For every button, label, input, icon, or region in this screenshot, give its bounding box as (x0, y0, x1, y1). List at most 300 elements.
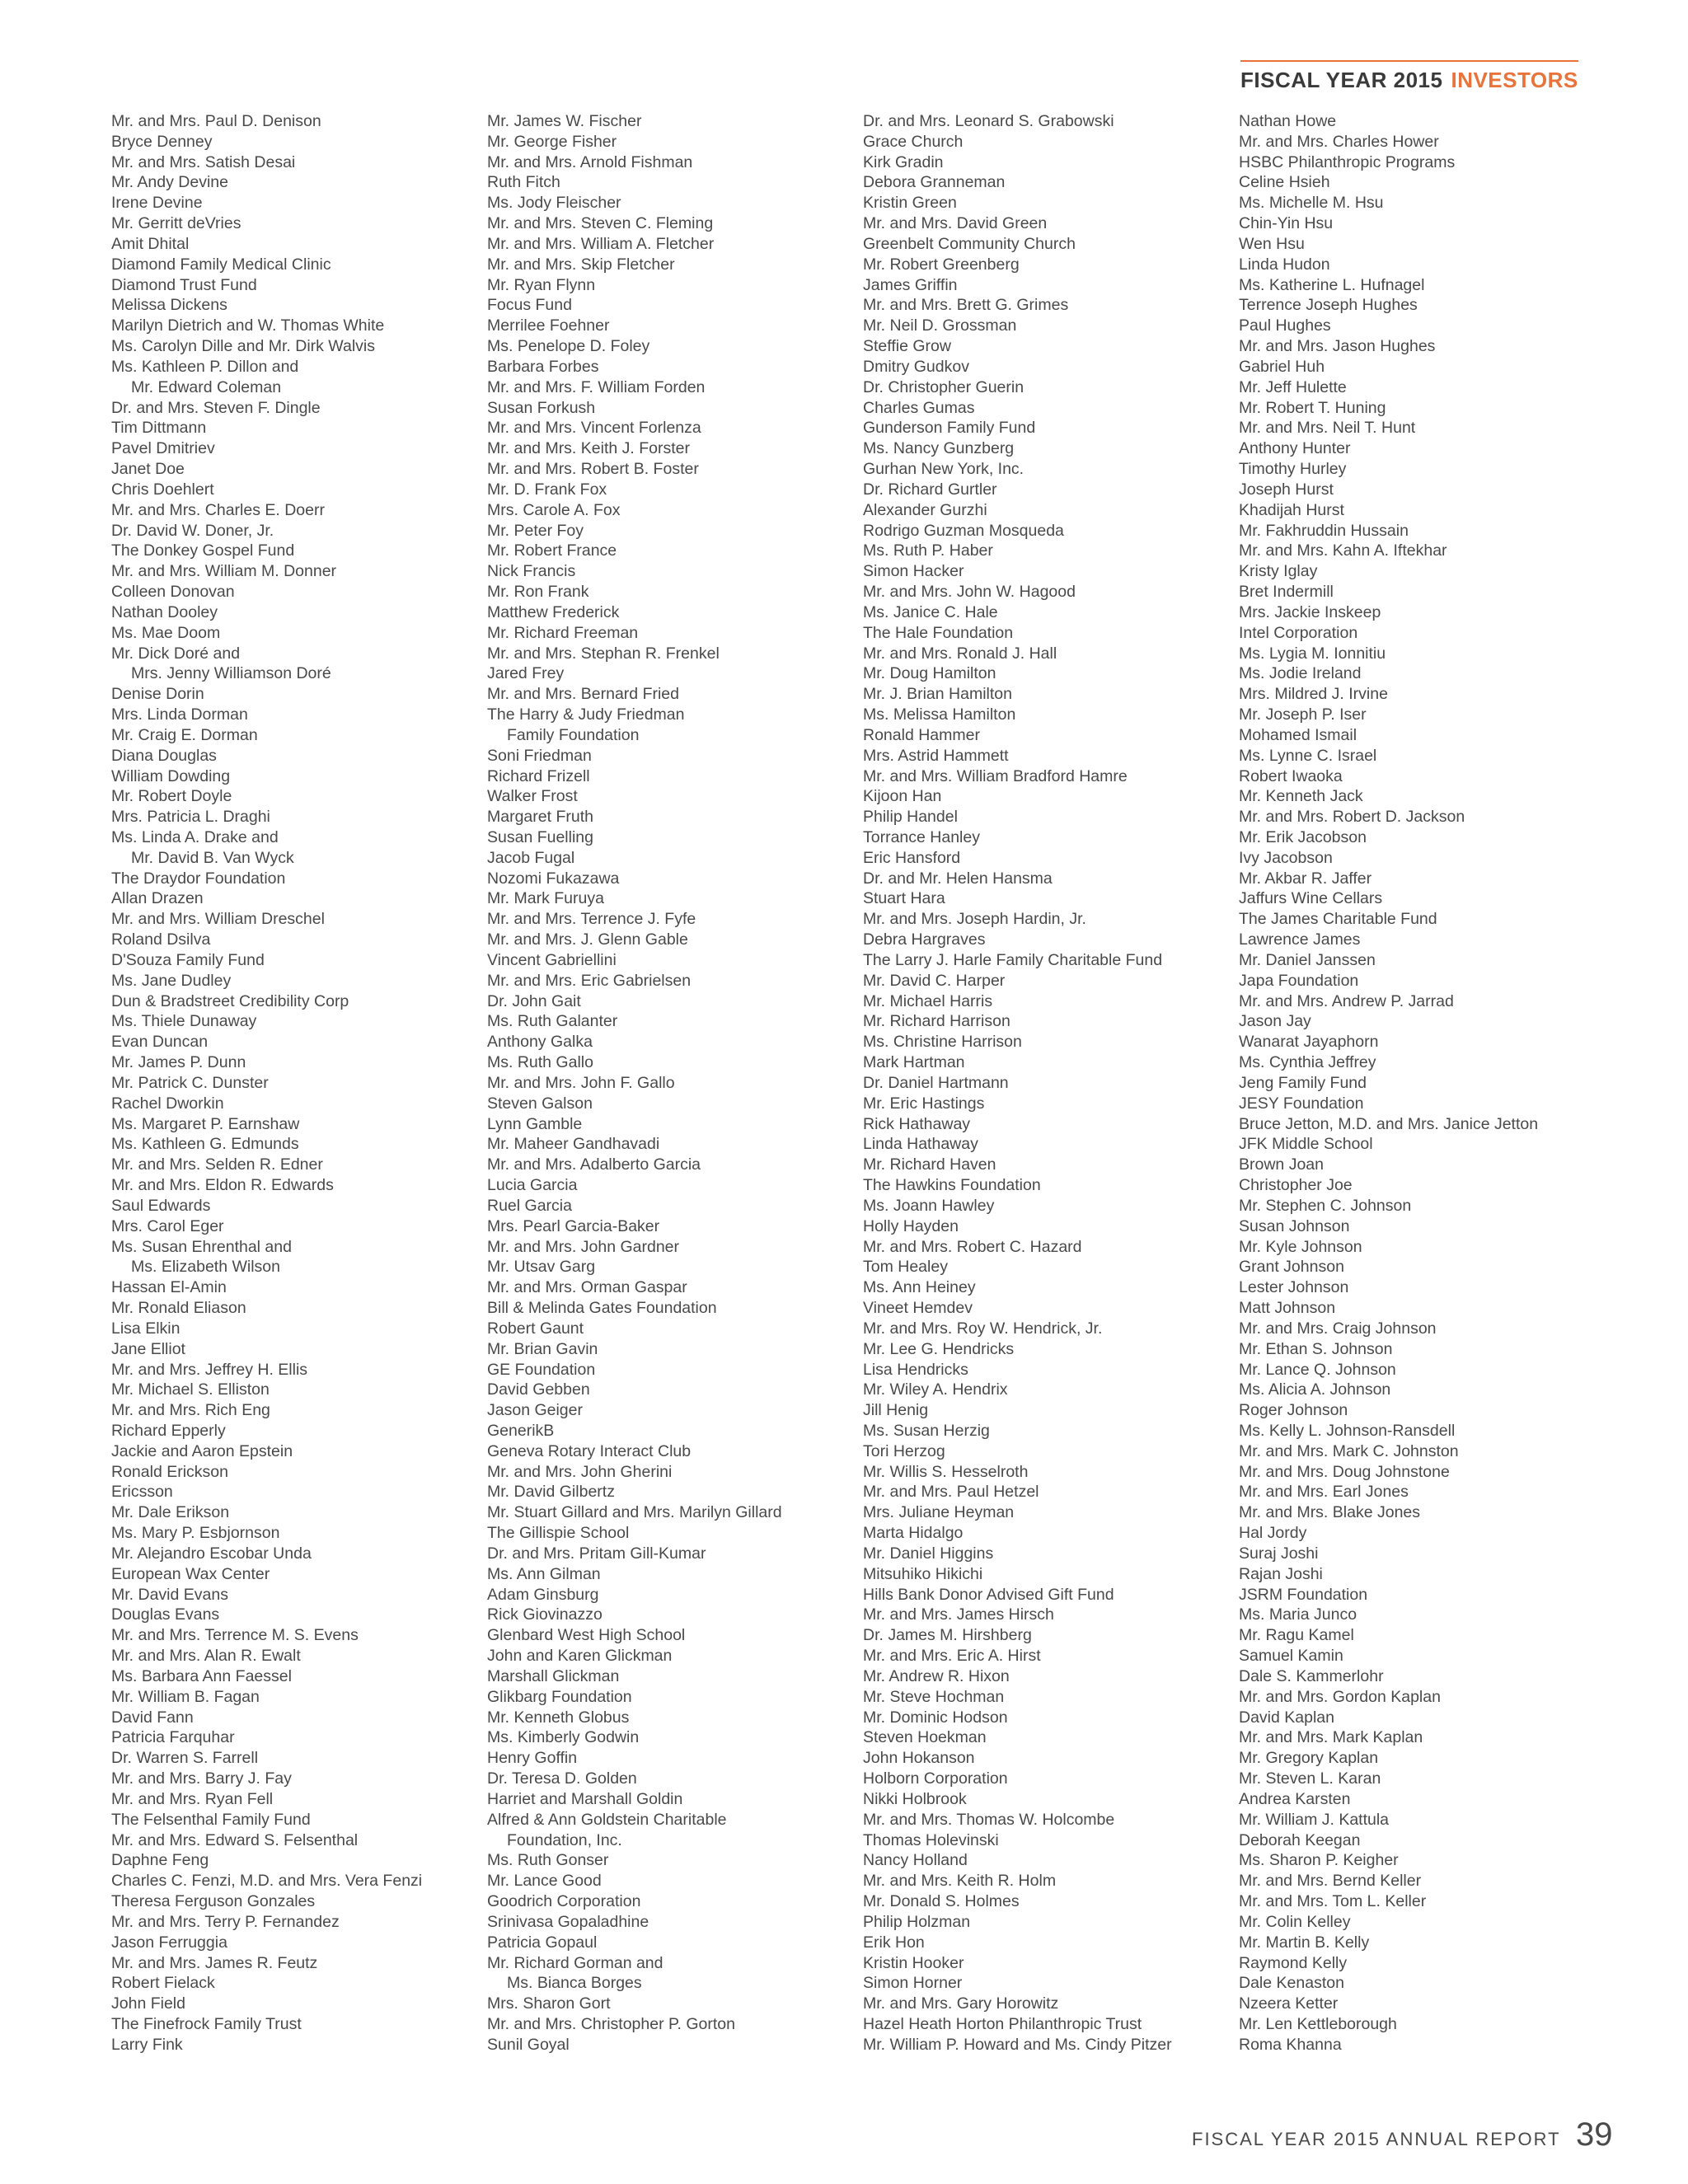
investor-name: Mr. Robert Greenberg (863, 255, 1020, 274)
investor-name: Joseph Hurst (1239, 480, 1334, 499)
investor-name: Mr. and Mrs. Keith J. Forster (487, 439, 690, 458)
investor-name: Ms. Ann Heiney (863, 1278, 976, 1297)
investor-name: Mr. and Mrs. John W. Hagood (863, 583, 1076, 602)
investor-name: Mr. Wiley A. Hendrix (863, 1380, 1008, 1399)
header-title-fiscal-year: FISCAL YEAR 2015 (1240, 68, 1443, 92)
investor-name: Mr. and Mrs. Tom L. Keller (1239, 1892, 1427, 1911)
investor-name: Mr. Brian Gavin (487, 1339, 598, 1358)
investor-name: Mr. Stuart Gillard and Mrs. Marilyn Gillard (487, 1503, 782, 1522)
investor-name: Mr. Lee G. Hendricks (863, 1339, 1015, 1358)
investor-name: Hassan El-Amin (111, 1278, 227, 1297)
investor-name: Mrs. Jenny Williamson Doré (131, 664, 331, 683)
investor-name: Mr. and Mrs. Ronald J. Hall (863, 644, 1057, 663)
investor-name: Philip Holzman (863, 1912, 971, 1931)
investor-name: Ms. Ruth Gallo (487, 1053, 593, 1072)
investor-name: Rachel Dworkin (111, 1094, 224, 1113)
investor-name: Nancy Holland (863, 1851, 968, 1870)
investor-name: Mr. and Mrs. Paul Hetzel (863, 1483, 1039, 1502)
investor-name: Mr. and Mrs. Kahn A. Iftekhar (1239, 541, 1447, 560)
investor-name: Steffie Grow (863, 337, 951, 356)
investor-name: Mr. Daniel Janssen (1239, 950, 1376, 969)
investor-name: William Dowding (111, 766, 231, 785)
investor-name: GenerikB (487, 1422, 555, 1440)
investor-name: Mr. David Evans (111, 1585, 228, 1604)
investor-name: Ms. Sharon P. Keigher (1239, 1851, 1399, 1870)
investor-name: Amit Dhital (111, 234, 190, 253)
investor-name: Mr. and Mrs. James R. Feutz (111, 1953, 318, 1972)
investor-name: The James Charitable Fund (1239, 910, 1437, 929)
investor-name: Paul Hughes (1239, 316, 1331, 335)
investor-name: Mrs. Carol Eger (111, 1216, 224, 1235)
investor-name: Lisa Hendricks (863, 1360, 968, 1379)
investor-name: Ms. Ruth Galanter (487, 1012, 618, 1031)
investor-name: Mr. and Mrs. Steven C. Fleming (487, 214, 714, 233)
investor-column-3 (863, 111, 1172, 2055)
investor-name: Dr. and Mrs. Steven F. Dingle (111, 398, 321, 417)
investor-name: Mr. Andy Devine (111, 173, 228, 192)
investor-name: Mr. Alejandro Escobar Unda (111, 1544, 312, 1563)
investor-name: Mr. David C. Harper (863, 971, 1006, 990)
header-title-investors: INVESTORS (1451, 68, 1578, 92)
investor-name: Mr. D. Frank Fox (487, 480, 607, 499)
investor-name: Mr. and Mrs. Thomas W. Holcombe (863, 1810, 1115, 1829)
investor-name: Mr. William B. Fagan (111, 1687, 260, 1706)
investor-name: Mr. and Mrs. Brett G. Grimes (863, 296, 1069, 315)
investor-name: Mr. and Mrs. Robert D. Jackson (1239, 808, 1465, 827)
investor-name: Samuel Kamin (1239, 1647, 1343, 1666)
investor-name: Ericsson (111, 1483, 173, 1502)
investor-name: Richard Frizell (487, 766, 590, 785)
investor-name: Mr. James W. Fischer (487, 112, 642, 130)
investor-name: Ms. Kathleen P. Dillon and (111, 357, 299, 376)
investor-name: Mr. Steven L. Karan (1239, 1769, 1381, 1788)
footer-report-title: FISCAL YEAR 2015 ANNUAL REPORT (1192, 2129, 1561, 2149)
investor-name: Saul Edwards (111, 1196, 211, 1215)
investor-name: Mr. and Mrs. Alan R. Ewalt (111, 1647, 301, 1666)
investor-name: Mr. Martin B. Kelly (1239, 1933, 1370, 1952)
investor-name: Christopher Joe (1239, 1176, 1353, 1195)
investor-name: Bret Indermill (1239, 583, 1334, 602)
investor-name: Ms. Ruth Gonser (487, 1851, 609, 1870)
investor-name: Mr. and Mrs. Rich Eng (111, 1401, 270, 1420)
investor-name: Ruth Fitch (487, 173, 560, 192)
investor-name: Susan Forkush (487, 398, 596, 417)
investor-name: Khadijah Hurst (1239, 500, 1344, 519)
investor-name: Mr. and Mrs. F. William Forden (487, 377, 706, 396)
investor-name: Mr. and Mrs. Andrew P. Jarrad (1239, 991, 1454, 1010)
investor-name: Kristin Green (863, 194, 957, 213)
investor-name: Mr. and Mrs. Selden R. Edner (111, 1155, 323, 1174)
investor-name: Mrs. Astrid Hammett (863, 746, 1009, 765)
investor-name: Mr. J. Brian Hamilton (863, 685, 1012, 704)
investor-name: Bruce Jetton, M.D. and Mrs. Janice Jetton (1239, 1114, 1539, 1133)
investor-name: Jason Geiger (487, 1401, 583, 1420)
investor-name: Simon Hacker (863, 562, 964, 581)
investor-name: Mr. Akbar R. Jaffer (1239, 869, 1372, 888)
investor-name: Mr. and Mrs. Terrence J. Fyfe (487, 910, 696, 929)
investor-name: Marshall Glickman (487, 1666, 620, 1685)
investor-name: Jacob Fugal (487, 848, 575, 867)
investor-column-2 (487, 111, 782, 2055)
investor-name: JFK Middle School (1239, 1135, 1373, 1154)
investor-name: Mr. and Mrs. Satish Desai (111, 152, 296, 171)
investor-name: Ms. Susan Ehrenthal and (111, 1237, 292, 1256)
investor-name: Glikbarg Foundation (487, 1687, 632, 1706)
investor-name: Kijoon Han (863, 787, 942, 806)
investor-name: Mr. and Mrs. Roy W. Hendrick, Jr. (863, 1319, 1103, 1338)
investor-name: Roger Johnson (1239, 1401, 1348, 1420)
investor-name: Glenbard West High School (487, 1626, 686, 1645)
investor-name: Ms. Alicia A. Johnson (1239, 1380, 1391, 1399)
investor-name: Mr. Andrew R. Hixon (863, 1666, 1010, 1685)
investor-name: Ronald Erickson (111, 1462, 228, 1481)
investor-name: Dale Kenaston (1239, 1974, 1344, 1993)
investor-name: Ms. Ruth P. Haber (863, 541, 993, 560)
investor-name: Mr. Eric Hastings (863, 1094, 985, 1113)
page-number: 39 (1576, 2116, 1613, 2153)
investor-name: Sunil Goyal (487, 2035, 570, 2054)
investor-name: The Finefrock Family Trust (111, 2015, 302, 2034)
investor-name: Irene Devine (111, 194, 203, 213)
investor-name: Nathan Dooley (111, 602, 218, 621)
investor-name: Foundation, Inc. (507, 1830, 622, 1849)
investor-name: Dr. and Mrs. Leonard S. Grabowski (863, 112, 1114, 130)
investor-name: Holly Hayden (863, 1216, 959, 1235)
investor-name: Gurhan New York, Inc. (863, 460, 1025, 479)
investor-name: Mr. and Mrs. Skip Fletcher (487, 255, 675, 274)
investor-name: Mr. and Mrs. Joseph Hardin, Jr. (863, 910, 1086, 929)
investor-name: Mr. Kenneth Jack (1239, 787, 1363, 806)
investor-name: The Hale Foundation (863, 623, 1014, 642)
investor-name: Alfred & Ann Goldstein Charitable (487, 1810, 727, 1829)
investor-name: Dr. David W. Doner, Jr. (111, 521, 274, 540)
investor-name: Ms. Barbara Ann Faessel (111, 1666, 292, 1685)
investor-name: Mr. Doug Hamilton (863, 664, 996, 683)
investor-name: Ms. Cynthia Jeffrey (1239, 1053, 1376, 1072)
header-rule (1240, 60, 1578, 62)
investor-name: Bryce Denney (111, 132, 213, 151)
investor-name: Ms. Jane Dudley (111, 971, 232, 990)
investor-name: Mr. Edward Coleman (131, 377, 282, 396)
investor-name: The Draydor Foundation (111, 869, 286, 888)
investor-name: Robert Iwaoka (1239, 766, 1343, 785)
investor-name: Mitsuhiko Hikichi (863, 1564, 983, 1583)
investor-name: Patricia Farquhar (111, 1728, 235, 1747)
investor-name: Mr. Gregory Kaplan (1239, 1749, 1379, 1768)
investor-name: Grant Johnson (1239, 1258, 1344, 1277)
investor-name: Hazel Heath Horton Philanthropic Trust (863, 2015, 1142, 2034)
investor-name: Ms. Kimberly Godwin (487, 1728, 640, 1747)
investor-name: Greenbelt Community Church (863, 234, 1076, 253)
investor-name: Ms. Nancy Gunzberg (863, 439, 1015, 458)
investor-name: Jill Henig (863, 1401, 929, 1420)
investor-name: Mr. and Mrs. Jeffrey H. Ellis (111, 1360, 308, 1379)
investor-name: Debora Granneman (863, 173, 1006, 192)
investor-name: Mr. Gerritt deVries (111, 214, 241, 233)
investor-name: Ms. Susan Herzig (863, 1422, 990, 1440)
investor-name: Thomas Holevinski (863, 1830, 999, 1849)
investor-name: Dr. Daniel Hartmann (863, 1073, 1009, 1092)
investor-name: David Fann (111, 1708, 194, 1727)
investor-name: Mr. Colin Kelley (1239, 1912, 1351, 1931)
investor-name: Mrs. Mildred J. Irvine (1239, 685, 1388, 704)
investor-name: Ronald Hammer (863, 725, 980, 744)
investor-name: The Harry & Judy Friedman (487, 705, 685, 724)
investor-name: Jason Ferruggia (111, 1933, 227, 1952)
investor-name: Mr. and Mrs. Bernd Keller (1239, 1872, 1422, 1891)
investor-name: Ms. Bianca Borges (507, 1974, 642, 1993)
investor-name: Mr. Ron Frank (487, 583, 589, 602)
investor-name: Bill & Melinda Gates Foundation (487, 1299, 717, 1318)
investor-name: Mr. Erik Jacobson (1239, 827, 1367, 846)
investor-name: Mr. and Mrs. John F. Gallo (487, 1073, 675, 1092)
investor-name: HSBC Philanthropic Programs (1239, 152, 1456, 171)
investor-name: Adam Ginsburg (487, 1585, 599, 1604)
investor-name: Mr. and Mrs. William M. Donner (111, 562, 337, 581)
investor-name: Theresa Ferguson Gonzales (111, 1892, 316, 1911)
page-header (1240, 68, 1578, 93)
investor-name: Mr. Patrick C. Dunster (111, 1073, 269, 1092)
investor-name: Rick Giovinazzo (487, 1605, 603, 1624)
investor-name: Mr. Lance Q. Johnson (1239, 1360, 1396, 1379)
investor-name: Marta Hidalgo (863, 1524, 964, 1543)
investor-name: Mr. and Mrs. Stephan R. Frenkel (487, 644, 720, 663)
investor-name: Alexander Gurzhi (863, 500, 987, 519)
investor-name: Marilyn Dietrich and W. Thomas White (111, 316, 385, 335)
investor-name: Chin-Yin Hsu (1239, 214, 1334, 233)
investor-name: Mr. George Fisher (487, 132, 617, 151)
investor-name: Matthew Frederick (487, 602, 620, 621)
investor-name: Mr. and Mrs. Robert C. Hazard (863, 1237, 1082, 1256)
investor-name: Margaret Fruth (487, 808, 593, 827)
investor-name: Mrs. Sharon Gort (487, 1994, 611, 2013)
investor-name: Mr. Jeff Hulette (1239, 377, 1347, 396)
investor-name: Tim Dittmann (111, 419, 207, 438)
investor-name: Mr. Ryan Flynn (487, 275, 596, 294)
investor-name: Dr. James M. Hirshberg (863, 1626, 1032, 1645)
investor-name: Larry Fink (111, 2035, 183, 2054)
investor-name: Ms. Melissa Hamilton (863, 705, 1016, 724)
investor-name: Mr. and Mrs. Barry J. Fay (111, 1769, 292, 1788)
investor-name: Gabriel Huh (1239, 357, 1325, 376)
investor-name: Mrs. Patricia L. Draghi (111, 808, 270, 827)
investor-name: Mr. Richard Gorman and (487, 1953, 663, 1972)
investor-name: Ms. Maria Junco (1239, 1605, 1357, 1624)
investor-name: Mr. and Mrs. Gary Horowitz (863, 1994, 1059, 2013)
investor-name: Mr. Maheer Gandhavadi (487, 1135, 660, 1154)
investor-name: The Hawkins Foundation (863, 1176, 1041, 1195)
investor-name: Evan Duncan (111, 1033, 209, 1052)
investor-name: Nick Francis (487, 562, 576, 581)
investor-name: Mr. Len Kettleborough (1239, 2015, 1397, 2034)
investor-column-4 (1239, 111, 1538, 2055)
investor-name: Mr. Robert Doyle (111, 787, 232, 806)
investor-name: Mrs. Carole A. Fox (487, 500, 621, 519)
investor-name: Jaffurs Wine Cellars (1239, 889, 1383, 908)
investor-name: Mr. Stephen C. Johnson (1239, 1196, 1412, 1215)
investor-name: Mr. Peter Foy (487, 521, 584, 540)
investor-name: Hills Bank Donor Advised Gift Fund (863, 1585, 1114, 1604)
investor-name: Mr. William J. Kattula (1239, 1810, 1390, 1829)
investor-name: Mr. Willis S. Hesselroth (863, 1462, 1029, 1481)
investor-name: Timothy Hurley (1239, 460, 1347, 479)
investor-name: Lester Johnson (1239, 1278, 1349, 1297)
investor-name: Dun & Bradstreet Credibility Corp (111, 991, 349, 1010)
investor-name: Mr. and Mrs. Craig Johnson (1239, 1319, 1437, 1338)
investor-name: Mr. Neil D. Grossman (863, 316, 1017, 335)
investor-name: Ms. Margaret P. Earnshaw (111, 1114, 300, 1133)
investor-name: Intel Corporation (1239, 623, 1358, 642)
investor-name: Mr. Kenneth Globus (487, 1708, 630, 1727)
investor-name: Ms. Jody Fleischer (487, 194, 621, 213)
investor-name: Mr. Steve Hochman (863, 1687, 1005, 1706)
investor-name: Mr. and Mrs. Jason Hughes (1239, 337, 1436, 356)
investor-name: Diamond Trust Fund (111, 275, 257, 294)
investor-name: Rajan Joshi (1239, 1564, 1323, 1583)
investor-name: Mr. and Mrs. Eric Gabrielsen (487, 971, 692, 990)
investor-name: Vineet Hemdev (863, 1299, 973, 1318)
investor-name: Ms. Carolyn Dille and Mr. Dirk Walvis (111, 337, 375, 356)
investor-name: Mr. Richard Haven (863, 1155, 996, 1174)
investor-name: Roma Khanna (1239, 2035, 1342, 2054)
investor-name: Richard Epperly (111, 1422, 226, 1440)
investor-name: Harriet and Marshall Goldin (487, 1789, 683, 1808)
investor-name: Mr. and Mrs. William Dreschel (111, 910, 325, 929)
investor-name: Charles C. Fenzi, M.D. and Mrs. Vera Fenzi (111, 1872, 423, 1891)
investor-name: Mr. and Mrs. John Gardner (487, 1237, 680, 1256)
investor-name: Mr. David Gilbertz (487, 1483, 615, 1502)
investor-name: Torrance Hanley (863, 827, 980, 846)
investor-name: Mr. and Mrs. Christopher P. Gorton (487, 2015, 735, 2034)
investor-name: JSRM Foundation (1239, 1585, 1368, 1604)
investor-name: Roland Dsilva (111, 930, 211, 949)
investor-name: Lisa Elkin (111, 1319, 181, 1338)
investor-name: Mr. Ronald Eliason (111, 1299, 246, 1318)
investor-name: Mr. and Mrs. J. Glenn Gable (487, 930, 688, 949)
investor-name: Grace Church (863, 132, 964, 151)
investor-name: The Felsenthal Family Fund (111, 1810, 311, 1829)
investor-name: Ms. Kathleen G. Edmunds (111, 1135, 299, 1154)
investor-name: Mr. and Mrs. Keith R. Holm (863, 1872, 1057, 1891)
investor-name: Ms. Michelle M. Hsu (1239, 194, 1384, 213)
investor-name: Nikki Holbrook (863, 1789, 967, 1808)
investor-name: Goodrich Corporation (487, 1892, 641, 1911)
investor-name: Dr. Warren S. Farrell (111, 1749, 259, 1768)
investor-name: Mr. and Mrs. Arnold Fishman (487, 152, 693, 171)
investor-name: Mr. and Mrs. Orman Gaspar (487, 1278, 687, 1297)
investor-name: Kirk Gradin (863, 152, 944, 171)
investor-name: Susan Johnson (1239, 1216, 1350, 1235)
investor-name: Mr. Lance Good (487, 1872, 602, 1891)
investor-name: Ms. Elizabeth Wilson (131, 1258, 280, 1277)
investor-name: Linda Hathaway (863, 1135, 978, 1154)
investor-name: David Gebben (487, 1380, 590, 1399)
investor-name: Kristin Hooker (863, 1953, 964, 1972)
investor-name: Jane Elliot (111, 1339, 185, 1358)
investor-name: Mr. William P. Howard and Ms. Cindy Pitzer (863, 2035, 1172, 2054)
investor-name: Suraj Joshi (1239, 1544, 1319, 1563)
investor-name: Steven Hoekman (863, 1728, 987, 1747)
investor-name: Raymond Kelly (1239, 1953, 1348, 1972)
investor-name: Dr. Richard Gurtler (863, 480, 997, 499)
investor-name: Rick Hathaway (863, 1114, 971, 1133)
investor-name: Nzeera Ketter (1239, 1994, 1339, 2013)
investor-name: Denise Dorin (111, 685, 204, 704)
investor-name: Mr. and Mrs. Mark C. Johnston (1239, 1441, 1459, 1460)
investor-name: Erik Hon (863, 1933, 925, 1952)
investor-name: Mr. and Mrs. Doug Johnstone (1239, 1462, 1450, 1481)
investor-name: Pavel Dmitriev (111, 439, 215, 458)
investor-name: Dr. John Gait (487, 991, 581, 1010)
investor-name: Mr. David B. Van Wyck (131, 848, 294, 867)
investor-name: Chris Doehlert (111, 480, 214, 499)
investor-name: Lucia Garcia (487, 1176, 578, 1195)
investor-name: Mr. and Mrs. Terry P. Fernandez (111, 1912, 340, 1931)
investor-name: Mr. Ethan S. Johnson (1239, 1339, 1393, 1358)
investor-name: Focus Fund (487, 296, 572, 315)
investor-name: Soni Friedman (487, 746, 592, 765)
investor-name: Mohamed Ismail (1239, 725, 1357, 744)
investor-name: Gunderson Family Fund (863, 419, 1036, 438)
investor-name: GE Foundation (487, 1360, 596, 1379)
investor-name: Mr. Kyle Johnson (1239, 1237, 1362, 1256)
investor-name: Jeng Family Fund (1239, 1073, 1367, 1092)
investor-name: James Griffin (863, 275, 958, 294)
investor-name: The Gillispie School (487, 1524, 630, 1543)
investor-name: Mr. James P. Dunn (111, 1053, 246, 1072)
investor-name: Ms. Kelly L. Johnson-Ransdell (1239, 1422, 1456, 1440)
investor-name: Mr. and Mrs. Gordon Kaplan (1239, 1687, 1441, 1706)
investor-name: D'Souza Family Fund (111, 950, 265, 969)
investor-name: Geneva Rotary Interact Club (487, 1441, 692, 1460)
investor-name: Charles Gumas (863, 398, 975, 417)
investor-name: Mr. Ragu Kamel (1239, 1626, 1354, 1645)
investor-name: Dale S. Kammerlohr (1239, 1666, 1384, 1685)
investor-name: Henry Goffin (487, 1749, 578, 1768)
investor-name: Mr. and Mrs. Paul D. Denison (111, 112, 321, 130)
investor-name: Anthony Hunter (1239, 439, 1351, 458)
investor-name: Ms. Katherine L. Hufnagel (1239, 275, 1425, 294)
investor-name: Mr. Dale Erikson (111, 1503, 230, 1522)
investor-name: Kristy Iglay (1239, 562, 1318, 581)
investor-name: Stuart Hara (863, 889, 945, 908)
investor-name: Wen Hsu (1239, 234, 1305, 253)
investor-name: Terrence Joseph Hughes (1239, 296, 1418, 315)
investor-name: Mr. Richard Harrison (863, 1012, 1010, 1031)
investor-name: The Larry J. Harle Family Charitable Fund (863, 950, 1163, 969)
investor-name: Mr. Michael Harris (863, 991, 993, 1010)
investor-name: Linda Hudon (1239, 255, 1330, 274)
investor-name: Mr. and Mrs. Neil T. Hunt (1239, 419, 1416, 438)
investor-name: Brown Joan (1239, 1155, 1324, 1174)
investor-name: Robert Gaunt (487, 1319, 584, 1338)
investor-name: Mr. and Mrs. James Hirsch (863, 1605, 1054, 1624)
investor-name: Rodrigo Guzman Mosqueda (863, 521, 1064, 540)
investor-name: Nathan Howe (1239, 112, 1337, 130)
investor-name: Mrs. Linda Dorman (111, 705, 248, 724)
investor-name: Mr. and Mrs. Eric A. Hirst (863, 1647, 1041, 1666)
investor-name: Mrs. Juliane Heyman (863, 1503, 1015, 1522)
investor-name: The Donkey Gospel Fund (111, 541, 295, 560)
investor-name: Mr. and Mrs. William A. Fletcher (487, 234, 715, 253)
investor-name: Diamond Family Medical Clinic (111, 255, 331, 274)
investor-name: Debra Hargraves (863, 930, 986, 949)
investor-name: Wanarat Jayaphorn (1239, 1033, 1379, 1052)
investor-name: Mr. Utsav Garg (487, 1258, 596, 1277)
investor-name: Merrilee Foehner (487, 316, 610, 335)
investor-name: JESY Foundation (1239, 1094, 1364, 1113)
investor-name: Japa Foundation (1239, 971, 1359, 990)
